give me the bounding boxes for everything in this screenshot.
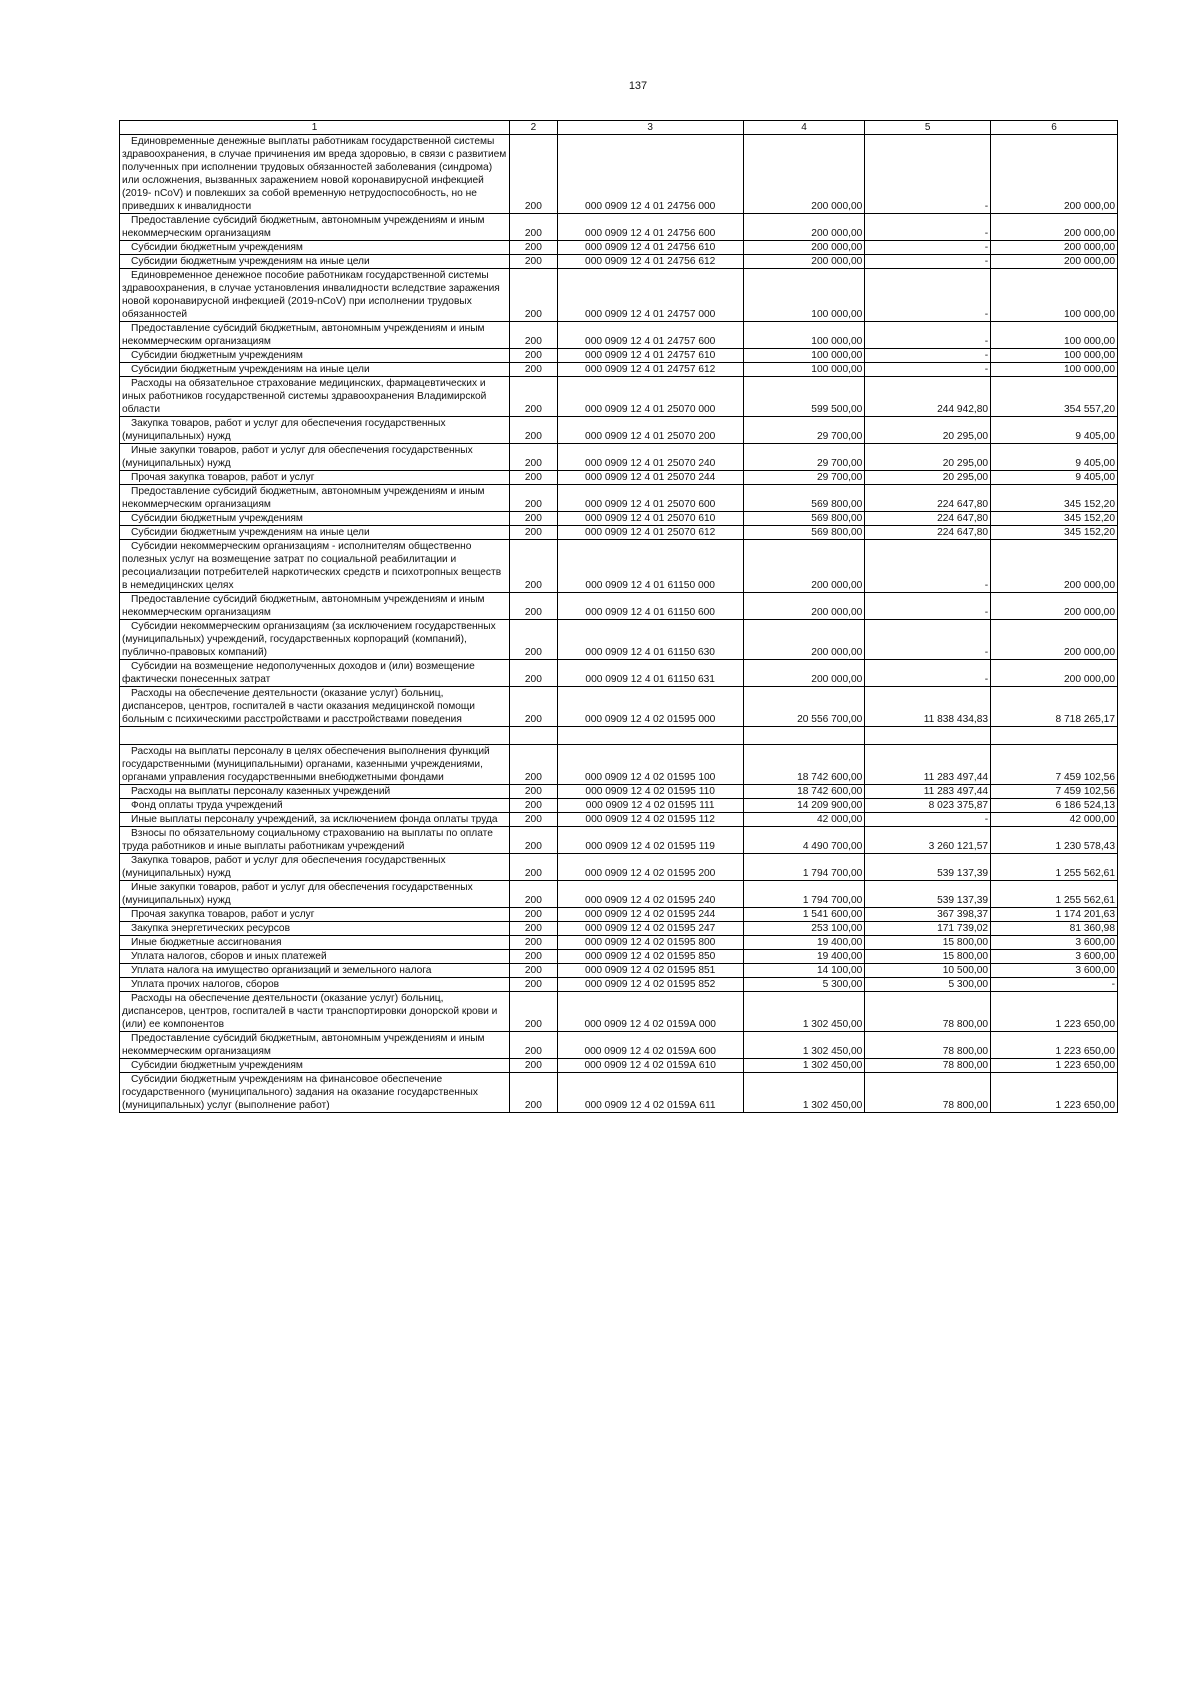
row-executed-amount: 3 260 121,57 — [865, 827, 991, 854]
row-name: Расходы на обеспечение деятельности (оказание услуг) больниц, диспансеров, центров, госпиталей в части транспортировки донорской крови и (или) ее компонентов — [120, 992, 510, 1032]
row-line-code: 200 — [510, 540, 558, 593]
row-line-code: 200 — [510, 1032, 558, 1059]
row-name: Субсидии некоммерческим организациям (за исключением государственных (муниципальных) учреждений, государственных корпораций (компаний), публично-правовых компаний) — [120, 620, 510, 660]
row-remaining-amount: 1 223 650,00 — [991, 1073, 1118, 1113]
table-row — [120, 813, 1118, 827]
row-remaining-amount: 354 557,20 — [991, 377, 1118, 417]
row-remaining-amount: 345 152,20 — [991, 512, 1118, 526]
row-line-code: 200 — [510, 785, 558, 799]
row-executed-amount: 5 300,00 — [865, 978, 991, 992]
row-name: Субсидии бюджетным учреждениям на финансовое обеспечение государственного (муниципального) задания на оказание государственных (муниципальных) услуг (выполнение работ) — [120, 1073, 510, 1113]
row-executed-amount: - — [865, 269, 991, 322]
row-name: Расходы на обязательное страхование медицинских, фармацевтических и иных работников государственной системы здравоохранения Владимирской области — [120, 377, 510, 417]
row-name: Субсидии бюджетным учреждениям на иные цели — [120, 526, 510, 540]
table-row — [120, 992, 1118, 1032]
page-number: 137 — [628, 80, 648, 92]
row-line-code: 200 — [510, 214, 558, 241]
row-executed-amount: 224 647,80 — [865, 485, 991, 512]
row-line-code: 200 — [510, 745, 558, 785]
row-line-code: 200 — [510, 135, 558, 214]
row-classification-code: 000 0909 12 4 02 01595 100 — [557, 745, 743, 785]
table-row — [120, 978, 1118, 992]
row-classification-code: 000 0909 12 4 02 0159А 600 — [557, 1032, 743, 1059]
row-remaining-amount: 3 600,00 — [991, 964, 1118, 978]
row-approved-amount: 18 742 600,00 — [743, 785, 865, 799]
row-remaining-amount: 7 459 102,56 — [991, 785, 1118, 799]
row-name: Субсидии бюджетным учреждениям — [120, 1059, 510, 1073]
row-approved-amount: 100 000,00 — [743, 269, 865, 322]
table-row — [120, 363, 1118, 377]
row-classification-code: 000 0909 12 4 02 0159А 000 — [557, 992, 743, 1032]
row-classification-code: 000 0909 12 4 01 24757 600 — [557, 322, 743, 349]
row-line-code: 200 — [510, 1073, 558, 1113]
row-line-code: 200 — [510, 964, 558, 978]
row-executed-amount: - — [865, 593, 991, 620]
row-line-code: 200 — [510, 485, 558, 512]
row-approved-amount: 4 490 700,00 — [743, 827, 865, 854]
row-name: Предоставление субсидий бюджетным, автономным учреждениям и иным некоммерческим организациям — [120, 485, 510, 512]
row-name: Предоставление субсидий бюджетным, автономным учреждениям и иным некоммерческим организациям — [120, 322, 510, 349]
row-approved-amount: 1 302 450,00 — [743, 1059, 865, 1073]
row-remaining-amount: 8 718 265,17 — [991, 687, 1118, 727]
row-remaining-amount: 1 174 201,63 — [991, 908, 1118, 922]
table-row — [120, 745, 1118, 785]
row-name: Расходы на обеспечение деятельности (оказание услуг) больниц, диспансеров, центров, госпиталей в части оказания медицинской помощи больным с психическими расстройствами и расстройствами поведения — [120, 687, 510, 727]
row-remaining-amount: 81 360,98 — [991, 922, 1118, 936]
row-remaining-amount: 200 000,00 — [991, 593, 1118, 620]
table-row — [120, 908, 1118, 922]
row-line-code: 200 — [510, 269, 558, 322]
row-line-code: 200 — [510, 908, 558, 922]
table-row — [120, 727, 1118, 745]
table-row — [120, 269, 1118, 322]
row-name: Иные выплаты персоналу учреждений, за исключением фонда оплаты труда — [120, 813, 510, 827]
row-approved-amount: 5 300,00 — [743, 978, 865, 992]
row-name: Предоставление субсидий бюджетным, автономным учреждениям и иным некоммерческим организациям — [120, 214, 510, 241]
row-executed-amount: 171 739,02 — [865, 922, 991, 936]
row-line-code: 200 — [510, 813, 558, 827]
row-remaining-amount: 200 000,00 — [991, 241, 1118, 255]
row-classification-code: 000 0909 12 4 01 24756 600 — [557, 214, 743, 241]
row-approved-amount: 569 800,00 — [743, 485, 865, 512]
row-remaining-amount: 1 230 578,43 — [991, 827, 1118, 854]
row-line-code: 200 — [510, 593, 558, 620]
row-executed-amount: - — [865, 322, 991, 349]
row-classification-code: 000 0909 12 4 02 01595 244 — [557, 908, 743, 922]
row-remaining-amount: 1 223 650,00 — [991, 1059, 1118, 1073]
row-name: Уплата налога на имущество организаций и земельного налога — [120, 964, 510, 978]
row-executed-amount: - — [865, 540, 991, 593]
row-name: Иные закупки товаров, работ и услуг для обеспечения государственных (муниципальных) нужд — [120, 444, 510, 471]
row-remaining-amount: 1 255 562,61 — [991, 854, 1118, 881]
row-remaining-amount: 100 000,00 — [991, 349, 1118, 363]
row-line-code: 200 — [510, 417, 558, 444]
row-executed-amount: - — [865, 349, 991, 363]
table-row — [120, 799, 1118, 813]
row-executed-amount: 224 647,80 — [865, 512, 991, 526]
row-remaining-amount: 9 405,00 — [991, 417, 1118, 444]
row-approved-amount: 200 000,00 — [743, 540, 865, 593]
row-classification-code: 000 0909 12 4 01 24756 610 — [557, 241, 743, 255]
row-approved-amount: 100 000,00 — [743, 363, 865, 377]
table-row — [120, 322, 1118, 349]
row-classification-code: 000 0909 12 4 02 01595 240 — [557, 881, 743, 908]
row-remaining-amount: 100 000,00 — [991, 363, 1118, 377]
row-executed-amount: 15 800,00 — [865, 950, 991, 964]
row-remaining-amount: 42 000,00 — [991, 813, 1118, 827]
row-approved-amount: 100 000,00 — [743, 349, 865, 363]
row-name: Единовременные денежные выплаты работникам государственной системы здравоохранения, в случае причинения им вреда здоровью, в связи с развитием полученных при исполнении трудовых обязанностей заболевания (синдрома) или осложнения, вызванных заражением новой коронавирусной инфекцией (2019- nCoV) и повлекших за собой временную нетрудоспособность, но не приведших к инвалидности — [120, 135, 510, 214]
row-name: Взносы по обязательному социальному страхованию на выплаты по оплате труда работников и иные выплаты работникам учреждений — [120, 827, 510, 854]
row-classification-code: 000 0909 12 4 02 0159А 611 — [557, 1073, 743, 1113]
row-name: Закупка энергетических ресурсов — [120, 922, 510, 936]
row-classification-code: 000 0909 12 4 02 01595 800 — [557, 936, 743, 950]
row-executed-amount: 78 800,00 — [865, 1073, 991, 1113]
row-classification-code: 000 0909 12 4 02 01595 000 — [557, 687, 743, 727]
row-executed-amount: 367 398,37 — [865, 908, 991, 922]
row-classification-code: 000 0909 12 4 01 61150 600 — [557, 593, 743, 620]
row-line-code: 200 — [510, 936, 558, 950]
row-classification-code: 000 0909 12 4 01 61150 631 — [557, 660, 743, 687]
row-line-code: 200 — [510, 950, 558, 964]
row-remaining-amount: - — [991, 978, 1118, 992]
row-line-code: 200 — [510, 799, 558, 813]
row-name: Расходы на выплаты персоналу в целях обеспечения выполнения функций государственными (муниципальными) органами, казенными учреждениями, органами управления государственными внебюджетными фондами — [120, 745, 510, 785]
row-approved-amount: 18 742 600,00 — [743, 745, 865, 785]
row-executed-amount: 539 137,39 — [865, 854, 991, 881]
row-executed-amount: 8 023 375,87 — [865, 799, 991, 813]
row-executed-amount: 20 295,00 — [865, 417, 991, 444]
header-col-5: 5 — [865, 121, 991, 135]
row-classification-code: 000 0909 12 4 02 01595 247 — [557, 922, 743, 936]
table-row — [120, 241, 1118, 255]
row-line-code: 200 — [510, 687, 558, 727]
table-row — [120, 687, 1118, 727]
row-line-code: 200 — [510, 377, 558, 417]
row-classification-code: 000 0909 12 4 02 01595 850 — [557, 950, 743, 964]
row-classification-code: 000 0909 12 4 01 24757 612 — [557, 363, 743, 377]
row-classification-code: 000 0909 12 4 02 01595 200 — [557, 854, 743, 881]
table-row — [120, 1059, 1118, 1073]
row-executed-amount: 78 800,00 — [865, 1059, 991, 1073]
row-remaining-amount: 3 600,00 — [991, 950, 1118, 964]
row-line-code: 200 — [510, 620, 558, 660]
row-approved-amount: 1 302 450,00 — [743, 1073, 865, 1113]
row-remaining-amount: 1 223 650,00 — [991, 992, 1118, 1032]
table-row — [120, 936, 1118, 950]
table-row — [120, 444, 1118, 471]
table-row — [120, 377, 1118, 417]
row-classification-code: 000 0909 12 4 01 25070 244 — [557, 471, 743, 485]
row-name: Закупка товаров, работ и услуг для обеспечения государственных (муниципальных) нужд — [120, 417, 510, 444]
row-line-code: 200 — [510, 978, 558, 992]
row-classification-code: 000 0909 12 4 01 24757 610 — [557, 349, 743, 363]
row-executed-amount: 244 942,80 — [865, 377, 991, 417]
row-approved-amount: 200 000,00 — [743, 241, 865, 255]
table-row — [120, 1073, 1118, 1113]
row-classification-code: 000 0909 12 4 02 01595 119 — [557, 827, 743, 854]
row-classification-code: 000 0909 12 4 02 0159А 610 — [557, 1059, 743, 1073]
row-classification-code: 000 0909 12 4 02 01595 851 — [557, 964, 743, 978]
row-executed-amount: 78 800,00 — [865, 1032, 991, 1059]
row-line-code: 200 — [510, 881, 558, 908]
row-remaining-amount: 9 405,00 — [991, 444, 1118, 471]
row-executed-amount: - — [865, 620, 991, 660]
row-remaining-amount: 1 223 650,00 — [991, 1032, 1118, 1059]
row-approved-amount: 14 100,00 — [743, 964, 865, 978]
row-classification-code: 000 0909 12 4 01 24757 000 — [557, 269, 743, 322]
row-name: Уплата налогов, сборов и иных платежей — [120, 950, 510, 964]
row-approved-amount: 569 800,00 — [743, 512, 865, 526]
row-remaining-amount: 200 000,00 — [991, 540, 1118, 593]
row-line-code: 200 — [510, 363, 558, 377]
row-executed-amount: 224 647,80 — [865, 526, 991, 540]
row-approved-amount: 29 700,00 — [743, 471, 865, 485]
table-row — [120, 349, 1118, 363]
row-executed-amount: - — [865, 255, 991, 269]
row-classification-code: 000 0909 12 4 01 25070 612 — [557, 526, 743, 540]
row-classification-code: 000 0909 12 4 01 61150 630 — [557, 620, 743, 660]
row-remaining-amount: 9 405,00 — [991, 471, 1118, 485]
table-row — [120, 255, 1118, 269]
row-approved-amount: 20 556 700,00 — [743, 687, 865, 727]
header-col-1: 1 — [120, 121, 510, 135]
row-name: Субсидии бюджетным учреждениям на иные цели — [120, 363, 510, 377]
row-classification-code: 000 0909 12 4 02 01595 110 — [557, 785, 743, 799]
row-executed-amount: - — [865, 363, 991, 377]
row-executed-amount: 20 295,00 — [865, 471, 991, 485]
row-name: Субсидии на возмещение недополученных доходов и (или) возмещение фактически понесенных затрат — [120, 660, 510, 687]
row-approved-amount: 200 000,00 — [743, 135, 865, 214]
table-row — [120, 135, 1118, 214]
row-line-code: 200 — [510, 444, 558, 471]
row-remaining-amount: 100 000,00 — [991, 269, 1118, 322]
row-name: Фонд оплаты труда учреждений — [120, 799, 510, 813]
table-row — [120, 214, 1118, 241]
table-row — [120, 540, 1118, 593]
row-executed-amount: 20 295,00 — [865, 444, 991, 471]
row-approved-amount: 29 700,00 — [743, 444, 865, 471]
row-line-code: 200 — [510, 526, 558, 540]
row-line-code: 200 — [510, 992, 558, 1032]
row-name: Прочая закупка товаров, работ и услуг — [120, 471, 510, 485]
row-executed-amount: - — [865, 813, 991, 827]
row-approved-amount: 19 400,00 — [743, 936, 865, 950]
row-line-code: 200 — [510, 1059, 558, 1073]
table-row — [120, 1032, 1118, 1059]
row-remaining-amount — [991, 727, 1118, 745]
header-col-3: 3 — [557, 121, 743, 135]
row-line-code: 200 — [510, 512, 558, 526]
header-col-6: 6 — [991, 121, 1118, 135]
table-row — [120, 922, 1118, 936]
row-classification-code: 000 0909 12 4 01 25070 600 — [557, 485, 743, 512]
row-remaining-amount: 200 000,00 — [991, 660, 1118, 687]
row-executed-amount — [865, 727, 991, 745]
row-line-code: 200 — [510, 241, 558, 255]
row-executed-amount: 11 283 497,44 — [865, 785, 991, 799]
row-name: Иные бюджетные ассигнования — [120, 936, 510, 950]
row-name: Субсидии бюджетным учреждениям на иные цели — [120, 255, 510, 269]
row-line-code: 200 — [510, 349, 558, 363]
row-approved-amount: 14 209 900,00 — [743, 799, 865, 813]
row-name — [120, 727, 510, 745]
row-classification-code: 000 0909 12 4 01 61150 000 — [557, 540, 743, 593]
row-remaining-amount: 7 459 102,56 — [991, 745, 1118, 785]
table-row — [120, 417, 1118, 444]
row-classification-code — [557, 727, 743, 745]
row-executed-amount: - — [865, 135, 991, 214]
row-name: Прочая закупка товаров, работ и услуг — [120, 908, 510, 922]
row-remaining-amount: 1 255 562,61 — [991, 881, 1118, 908]
row-approved-amount: 1 794 700,00 — [743, 881, 865, 908]
table-row — [120, 620, 1118, 660]
row-name: Уплата прочих налогов, сборов — [120, 978, 510, 992]
row-executed-amount: - — [865, 241, 991, 255]
row-classification-code: 000 0909 12 4 02 01595 112 — [557, 813, 743, 827]
table-row — [120, 512, 1118, 526]
row-classification-code: 000 0909 12 4 01 24756 612 — [557, 255, 743, 269]
budget-execution-table — [119, 120, 1118, 1113]
row-executed-amount: 10 500,00 — [865, 964, 991, 978]
table-row — [120, 526, 1118, 540]
row-classification-code: 000 0909 12 4 01 25070 240 — [557, 444, 743, 471]
row-remaining-amount: 200 000,00 — [991, 255, 1118, 269]
row-approved-amount: 200 000,00 — [743, 255, 865, 269]
row-approved-amount: 19 400,00 — [743, 950, 865, 964]
row-approved-amount: 100 000,00 — [743, 322, 865, 349]
row-name: Субсидии некоммерческим организациям - исполнителям общественно полезных услуг на возмещение затрат по социальной реабилитации и ресоциализации потребителей наркотических средств и психотропных веществ в немедицинских целях — [120, 540, 510, 593]
row-name: Предоставление субсидий бюджетным, автономным учреждениям и иным некоммерческим организациям — [120, 1032, 510, 1059]
row-approved-amount: 42 000,00 — [743, 813, 865, 827]
row-executed-amount: 539 137,39 — [865, 881, 991, 908]
row-approved-amount: 200 000,00 — [743, 660, 865, 687]
row-remaining-amount: 200 000,00 — [991, 620, 1118, 660]
row-approved-amount: 29 700,00 — [743, 417, 865, 444]
row-remaining-amount: 200 000,00 — [991, 214, 1118, 241]
table-row — [120, 785, 1118, 799]
row-name: Единовременное денежное пособие работникам государственной системы здравоохранения, в случае установления инвалидности вследствие заражения новой коронавирусной инфекцией (2019-nCoV) при исполнении трудовых обязанностей — [120, 269, 510, 322]
table-row — [120, 660, 1118, 687]
row-approved-amount: 253 100,00 — [743, 922, 865, 936]
row-line-code — [510, 727, 558, 745]
table-row — [120, 485, 1118, 512]
header-row — [120, 121, 1118, 135]
row-classification-code: 000 0909 12 4 02 01595 111 — [557, 799, 743, 813]
row-approved-amount — [743, 727, 865, 745]
table-row — [120, 471, 1118, 485]
table-row — [120, 854, 1118, 881]
row-executed-amount: 11 283 497,44 — [865, 745, 991, 785]
row-classification-code: 000 0909 12 4 02 01595 852 — [557, 978, 743, 992]
row-approved-amount: 200 000,00 — [743, 214, 865, 241]
table-body — [120, 135, 1118, 1113]
row-executed-amount: - — [865, 660, 991, 687]
row-name: Закупка товаров, работ и услуг для обеспечения государственных (муниципальных) нужд — [120, 854, 510, 881]
row-executed-amount: 78 800,00 — [865, 992, 991, 1032]
row-remaining-amount: 200 000,00 — [991, 135, 1118, 214]
row-approved-amount: 200 000,00 — [743, 593, 865, 620]
row-line-code: 200 — [510, 827, 558, 854]
row-executed-amount: - — [865, 214, 991, 241]
row-approved-amount: 1 302 450,00 — [743, 1032, 865, 1059]
row-remaining-amount: 100 000,00 — [991, 322, 1118, 349]
row-remaining-amount: 345 152,20 — [991, 526, 1118, 540]
row-name: Расходы на выплаты персоналу казенных учреждений — [120, 785, 510, 799]
row-executed-amount: 11 838 434,83 — [865, 687, 991, 727]
table-row — [120, 593, 1118, 620]
header-col-4: 4 — [743, 121, 865, 135]
row-line-code: 200 — [510, 322, 558, 349]
row-line-code: 200 — [510, 922, 558, 936]
header-col-2: 2 — [510, 121, 558, 135]
row-classification-code: 000 0909 12 4 01 25070 000 — [557, 377, 743, 417]
table-row — [120, 881, 1118, 908]
row-remaining-amount: 345 152,20 — [991, 485, 1118, 512]
row-line-code: 200 — [510, 854, 558, 881]
table-row — [120, 964, 1118, 978]
row-executed-amount: 15 800,00 — [865, 936, 991, 950]
row-remaining-amount: 3 600,00 — [991, 936, 1118, 950]
row-approved-amount: 1 541 600,00 — [743, 908, 865, 922]
row-approved-amount: 200 000,00 — [743, 620, 865, 660]
row-name: Субсидии бюджетным учреждениям — [120, 349, 510, 363]
row-line-code: 200 — [510, 255, 558, 269]
table-row — [120, 950, 1118, 964]
row-name: Иные закупки товаров, работ и услуг для обеспечения государственных (муниципальных) нужд — [120, 881, 510, 908]
row-name: Субсидии бюджетным учреждениям — [120, 241, 510, 255]
row-approved-amount: 1 302 450,00 — [743, 992, 865, 1032]
row-remaining-amount: 6 186 524,13 — [991, 799, 1118, 813]
row-classification-code: 000 0909 12 4 01 25070 610 — [557, 512, 743, 526]
row-line-code: 200 — [510, 471, 558, 485]
row-name: Предоставление субсидий бюджетным, автономным учреждениям и иным некоммерческим организациям — [120, 593, 510, 620]
row-classification-code: 000 0909 12 4 01 24756 000 — [557, 135, 743, 214]
row-classification-code: 000 0909 12 4 01 25070 200 — [557, 417, 743, 444]
row-approved-amount: 599 500,00 — [743, 377, 865, 417]
row-approved-amount: 569 800,00 — [743, 526, 865, 540]
row-approved-amount: 1 794 700,00 — [743, 854, 865, 881]
row-name: Субсидии бюджетным учреждениям — [120, 512, 510, 526]
row-line-code: 200 — [510, 660, 558, 687]
table-row — [120, 827, 1118, 854]
